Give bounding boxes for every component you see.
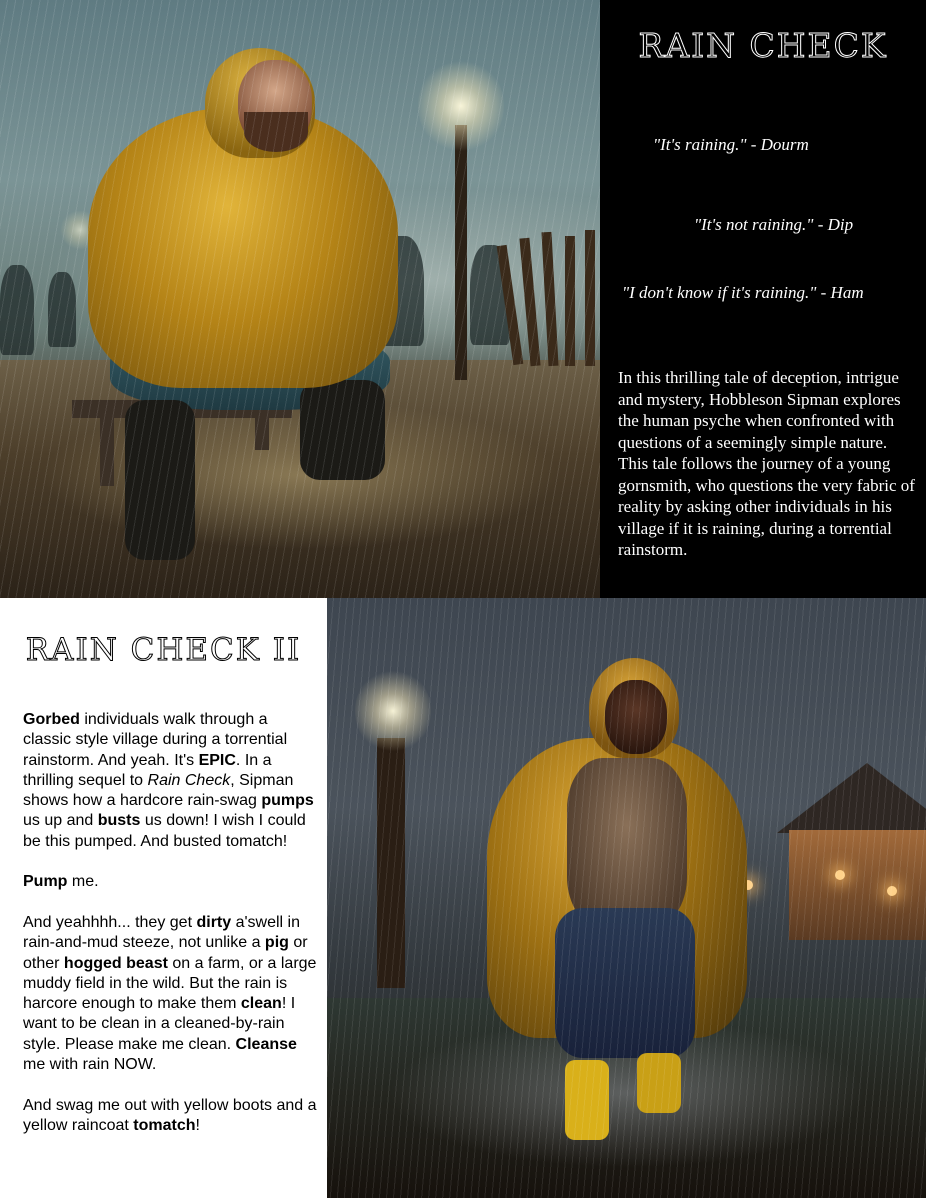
body-text: And yeahhhh... they get — [23, 913, 197, 931]
title-reference: Rain Check — [147, 771, 231, 789]
emphasis-text: tomatch — [133, 1116, 196, 1134]
body-text: . In a thrilling sequel to — [23, 751, 272, 789]
body-text: us down! I wish I could be this pumped. And busted tomatch! — [23, 812, 306, 850]
rain-streaks — [0, 0, 600, 598]
paragraph-mud — [23, 913, 319, 1075]
rain-check-panel — [600, 0, 926, 598]
body-text: a'swell in rain-and-mud steeze, not unlike a — [23, 913, 300, 952]
title-rain-check-ii: RAIN CHECK II — [25, 632, 302, 668]
paragraph-swag — [23, 1096, 319, 1137]
body-text: me with rain NOW. — [23, 1056, 157, 1074]
emphasis-text: Pump — [23, 873, 68, 891]
photo-man-in-rain — [0, 0, 600, 598]
emphasis-text: pig — [264, 934, 289, 952]
body-text: me. — [67, 873, 99, 891]
body-text: or other — [23, 934, 308, 972]
body-text: , Sipman shows how a hardcore rain-swag — [23, 771, 294, 810]
paragraph-intro — [23, 710, 319, 852]
emphasis-text: hogged beast — [63, 954, 168, 972]
body-text: ! — [195, 1116, 200, 1134]
rain-streaks — [327, 598, 926, 1198]
quote-ham: "I don't know if it's raining." - Ham — [622, 283, 864, 302]
body-text: on a farm, or a large muddy field in the wild. But the rain is harcore enough to make them — [23, 954, 317, 1013]
photo-woman-in-rain — [327, 598, 926, 1198]
quote-dourm: "It's raining." - Dourm — [653, 135, 809, 154]
body-text: us up and — [23, 812, 98, 830]
body-text: And swag me out with yellow boots and a yellow raincoat — [23, 1096, 317, 1134]
paragraph-pump — [23, 872, 319, 892]
body-text: ! I want to be clean in a cleaned-by-rain style. Please make me clean. — [23, 995, 296, 1053]
quote-dip: "It's not raining." - Dip — [694, 215, 854, 234]
emphasis-text: EPIC — [198, 751, 236, 769]
emphasis-text: pumps — [261, 792, 314, 810]
emphasis-text: busts — [97, 812, 141, 830]
rain-check-ii-panel — [0, 598, 327, 1198]
emphasis-text: Cleanse — [235, 1035, 297, 1053]
title-rain-check: RAIN CHECK — [638, 26, 888, 65]
emphasis-text: clean — [240, 995, 282, 1013]
rain-check-description: In this thrilling tale of deception, intrigue and mystery, Hobbleson Sipman explores the human psyche when confronted with questions of a seemingly simple nature. This tale follows the journey of a young gornsmith, who questions the very fabric of reality by asking other individuals in his village if it is raining, during a torrential rainstorm. — [618, 368, 915, 559]
emphasis-text: Gorbed — [23, 711, 80, 728]
body-text: individuals walk through a classic style village during a torrential rainstorm. And yeah. It's — [23, 711, 288, 769]
rain-check-ii-body — [23, 710, 319, 1157]
emphasis-text: dirty — [196, 913, 232, 931]
